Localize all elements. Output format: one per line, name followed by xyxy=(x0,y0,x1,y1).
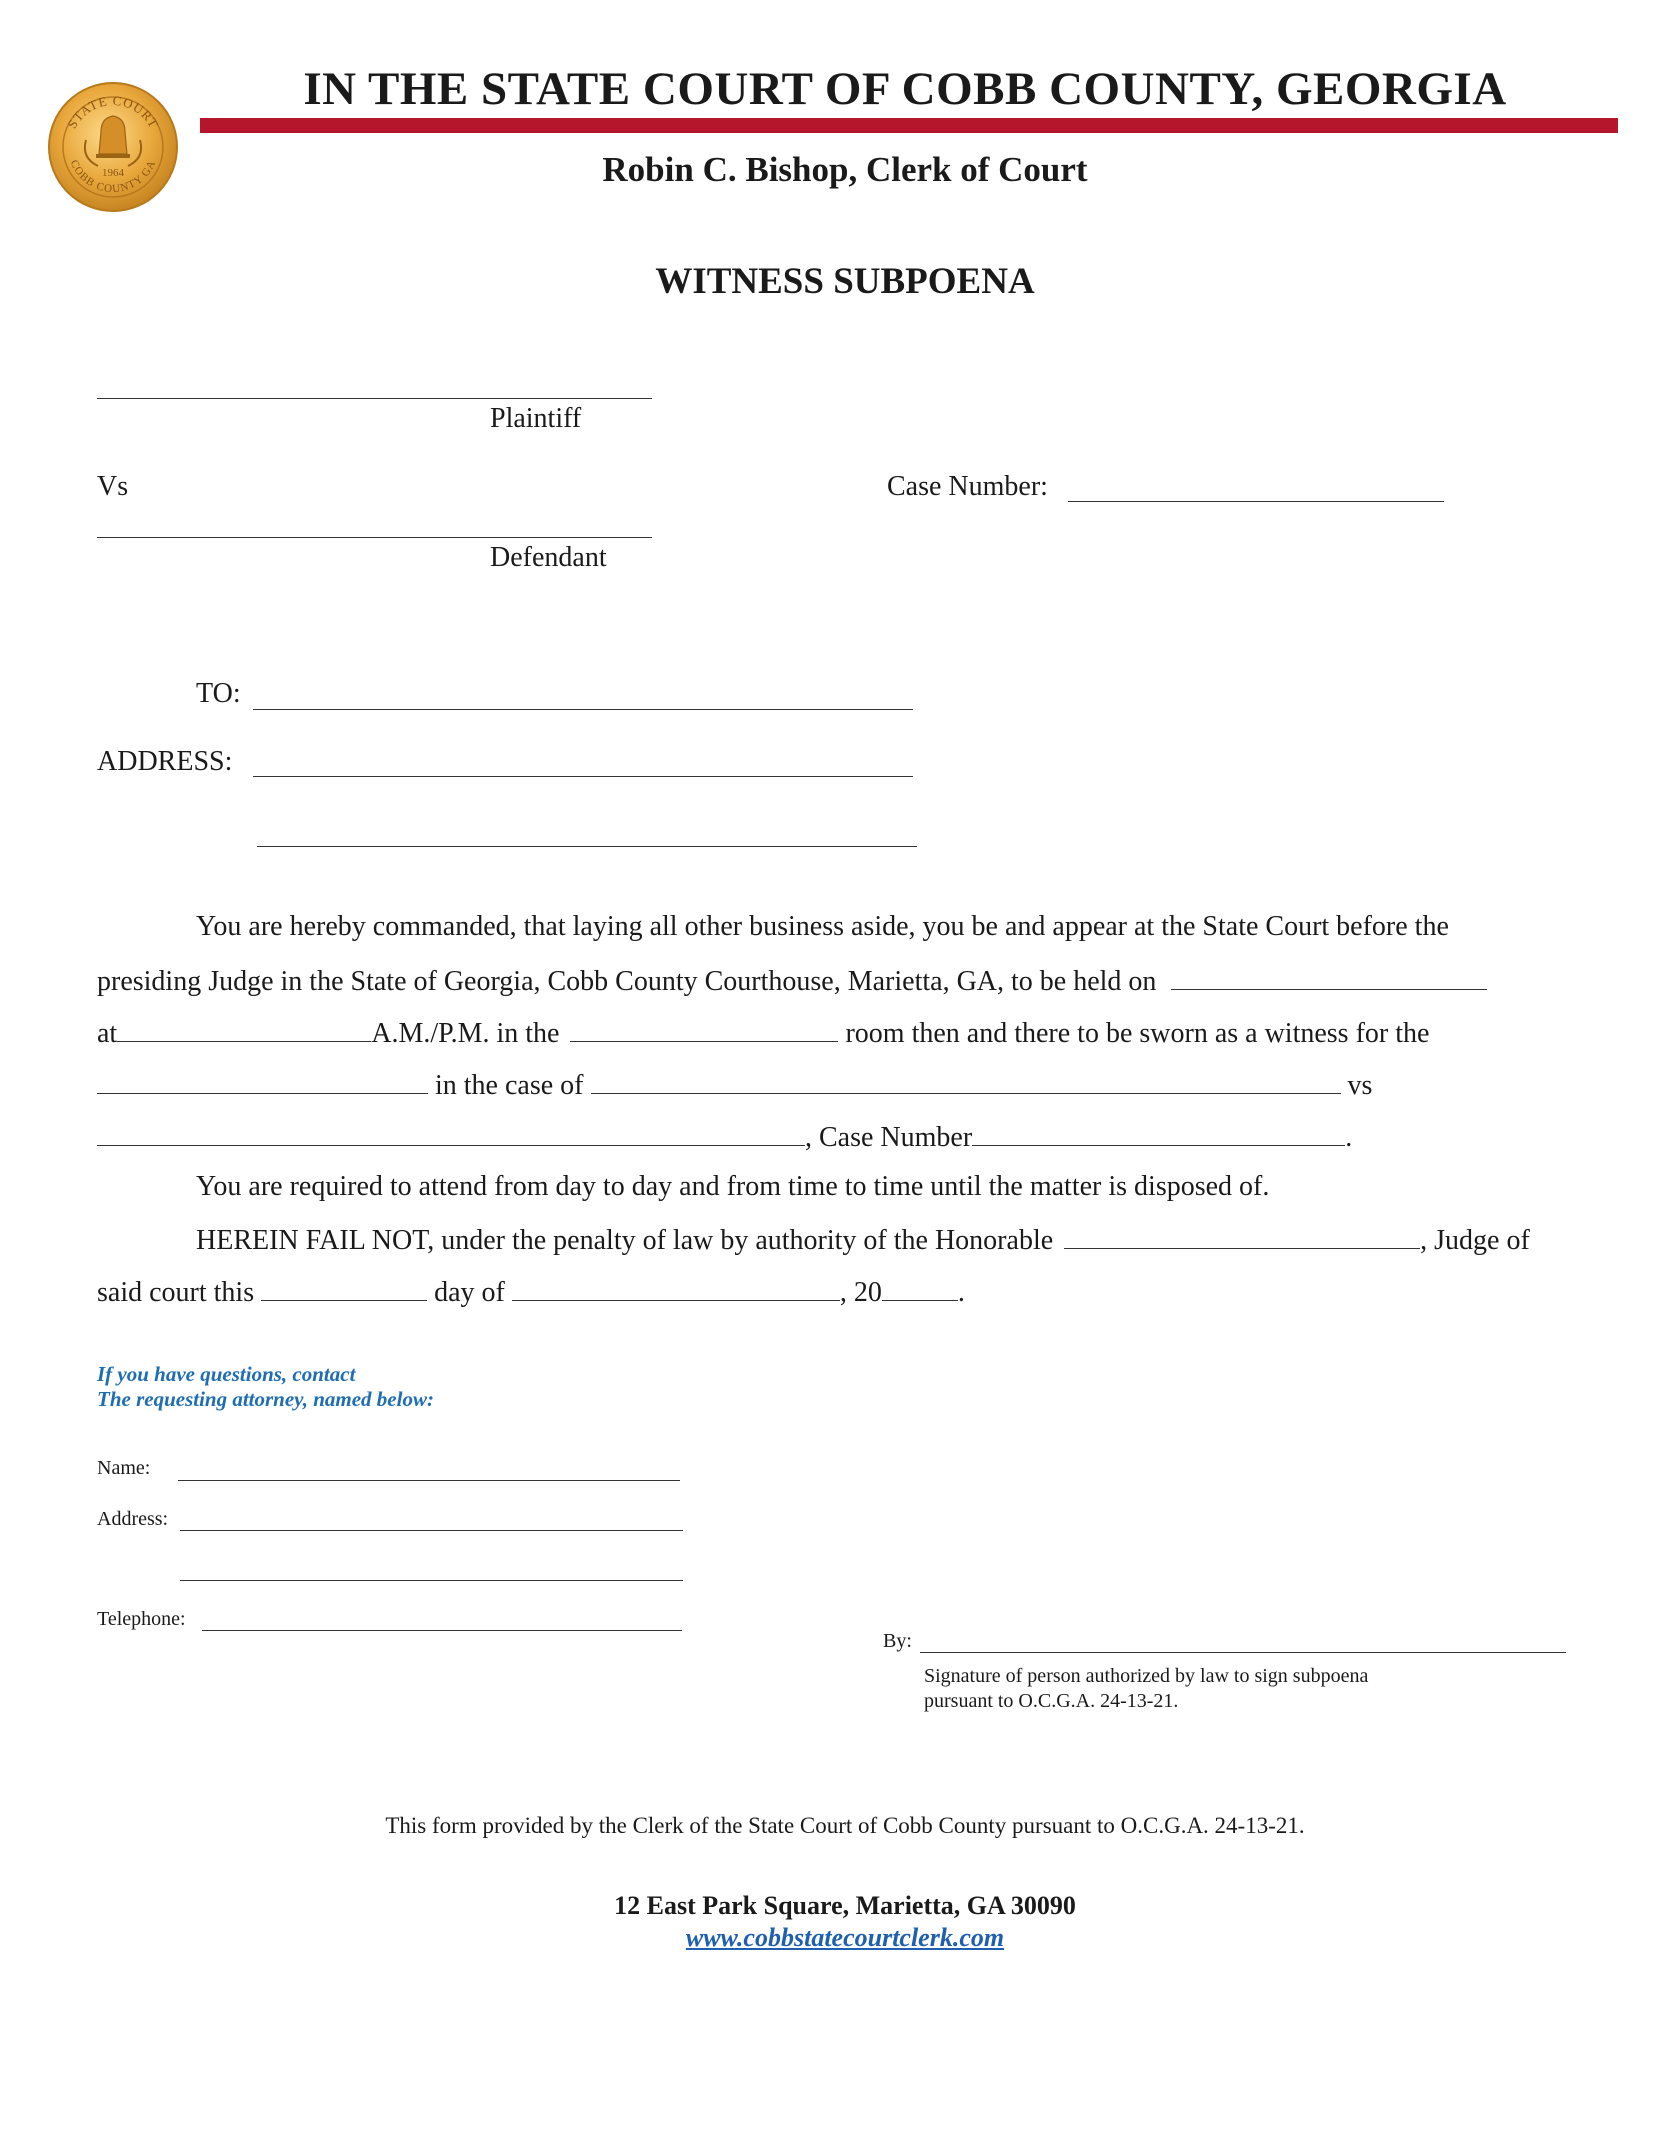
witness-for-blank[interactable] xyxy=(97,1069,428,1094)
defendant-blank[interactable] xyxy=(97,537,652,538)
vs-label: Vs xyxy=(97,471,129,502)
by-label: By: xyxy=(883,1630,912,1652)
day-blank[interactable] xyxy=(261,1276,427,1301)
case-number-2-blank[interactable] xyxy=(972,1121,1345,1146)
month-blank[interactable] xyxy=(512,1276,840,1301)
body-line-6: You are required to attend from day to day and from time to time until the matter is disposed of. xyxy=(196,1171,1270,1202)
body-line-8: said court this day of , 20 . xyxy=(97,1277,965,1308)
plaintiff-label: Plaintiff xyxy=(490,403,582,434)
case-party-blank[interactable] xyxy=(591,1069,1341,1094)
clerk-name: Robin C. Bishop, Clerk of Court xyxy=(602,150,1088,189)
year-blank[interactable] xyxy=(882,1276,958,1301)
attorney-name-label: Name: xyxy=(97,1457,151,1479)
defendant-label: Defendant xyxy=(490,542,607,573)
bell-icon xyxy=(99,116,127,154)
to-label: TO: xyxy=(196,678,241,709)
address-label: ADDRESS: xyxy=(97,746,233,777)
hearing-time-blank[interactable] xyxy=(117,1017,371,1042)
body-line-7: HEREIN FAIL NOT, under the penalty of law by authority of the Honorable , Judge of xyxy=(196,1225,1530,1256)
footer-address: 12 East Park Square, Marietta, GA 30090 xyxy=(614,1891,1076,1920)
address-blank-2[interactable] xyxy=(257,846,917,847)
website-link[interactable]: www.cobbstatecourtclerk.com xyxy=(685,1923,1005,1952)
header-rule xyxy=(200,118,1618,133)
attorney-telephone-blank[interactable] xyxy=(202,1630,682,1631)
signature-caption: Signature of person authorized by law to sign subpoena pursuant to O.C.G.A. 24-13-21. xyxy=(924,1665,1369,1712)
footer-website xyxy=(200,1923,1490,1953)
seal-top-text: STATE COURT xyxy=(64,92,162,131)
judge-name-blank[interactable] xyxy=(1064,1224,1420,1249)
signature-blank[interactable] xyxy=(920,1652,1566,1653)
county-seal-logo xyxy=(46,80,180,214)
body-line-2: presiding Judge in the State of Georgia, Cobb County Courthouse, Marietta, GA, to be held on xyxy=(97,965,1487,996)
body-line-3: at A.M./P.M. in the room then and there to be sworn as a witness for the xyxy=(97,1018,1430,1049)
case-number-blank[interactable] xyxy=(1068,501,1444,502)
body-line-1: You are hereby commanded, that laying all other business aside, you be and appear at the State Court before the xyxy=(196,911,1449,942)
footer-note: This form provided by the Clerk of the State Court of Cobb County pursuant to O.C.G.A. 24-13-21. xyxy=(385,1813,1305,1838)
hearing-date-blank[interactable] xyxy=(1171,965,1487,990)
case-number-label: Case Number: xyxy=(887,471,1048,502)
attorney-address-blank-2[interactable] xyxy=(180,1580,683,1581)
case-party-2-blank[interactable] xyxy=(97,1121,805,1146)
court-title: IN THE STATE COURT OF COBB COUNTY, GEORGIA xyxy=(303,63,1507,115)
room-blank[interactable] xyxy=(570,1017,838,1042)
seal-year: 1964 xyxy=(102,167,124,179)
attorney-name-blank[interactable] xyxy=(178,1480,680,1481)
body-line-4: in the case of vs xyxy=(97,1069,1372,1100)
address-blank-1[interactable] xyxy=(253,776,913,777)
plaintiff-blank[interactable] xyxy=(97,398,652,399)
document-title: WITNESS SUBPOENA xyxy=(655,261,1035,302)
to-blank[interactable] xyxy=(253,709,913,710)
attorney-address-label: Address: xyxy=(97,1508,169,1530)
body-line-5: , Case Number . xyxy=(97,1121,1352,1152)
attorney-telephone-label: Telephone: xyxy=(97,1608,186,1630)
seal-bottom-text: COBB COUNTY GA xyxy=(67,158,159,196)
contact-note: If you have questions, contact The requesting attorney, named below: xyxy=(97,1362,434,1411)
attorney-address-blank-1[interactable] xyxy=(180,1530,683,1531)
